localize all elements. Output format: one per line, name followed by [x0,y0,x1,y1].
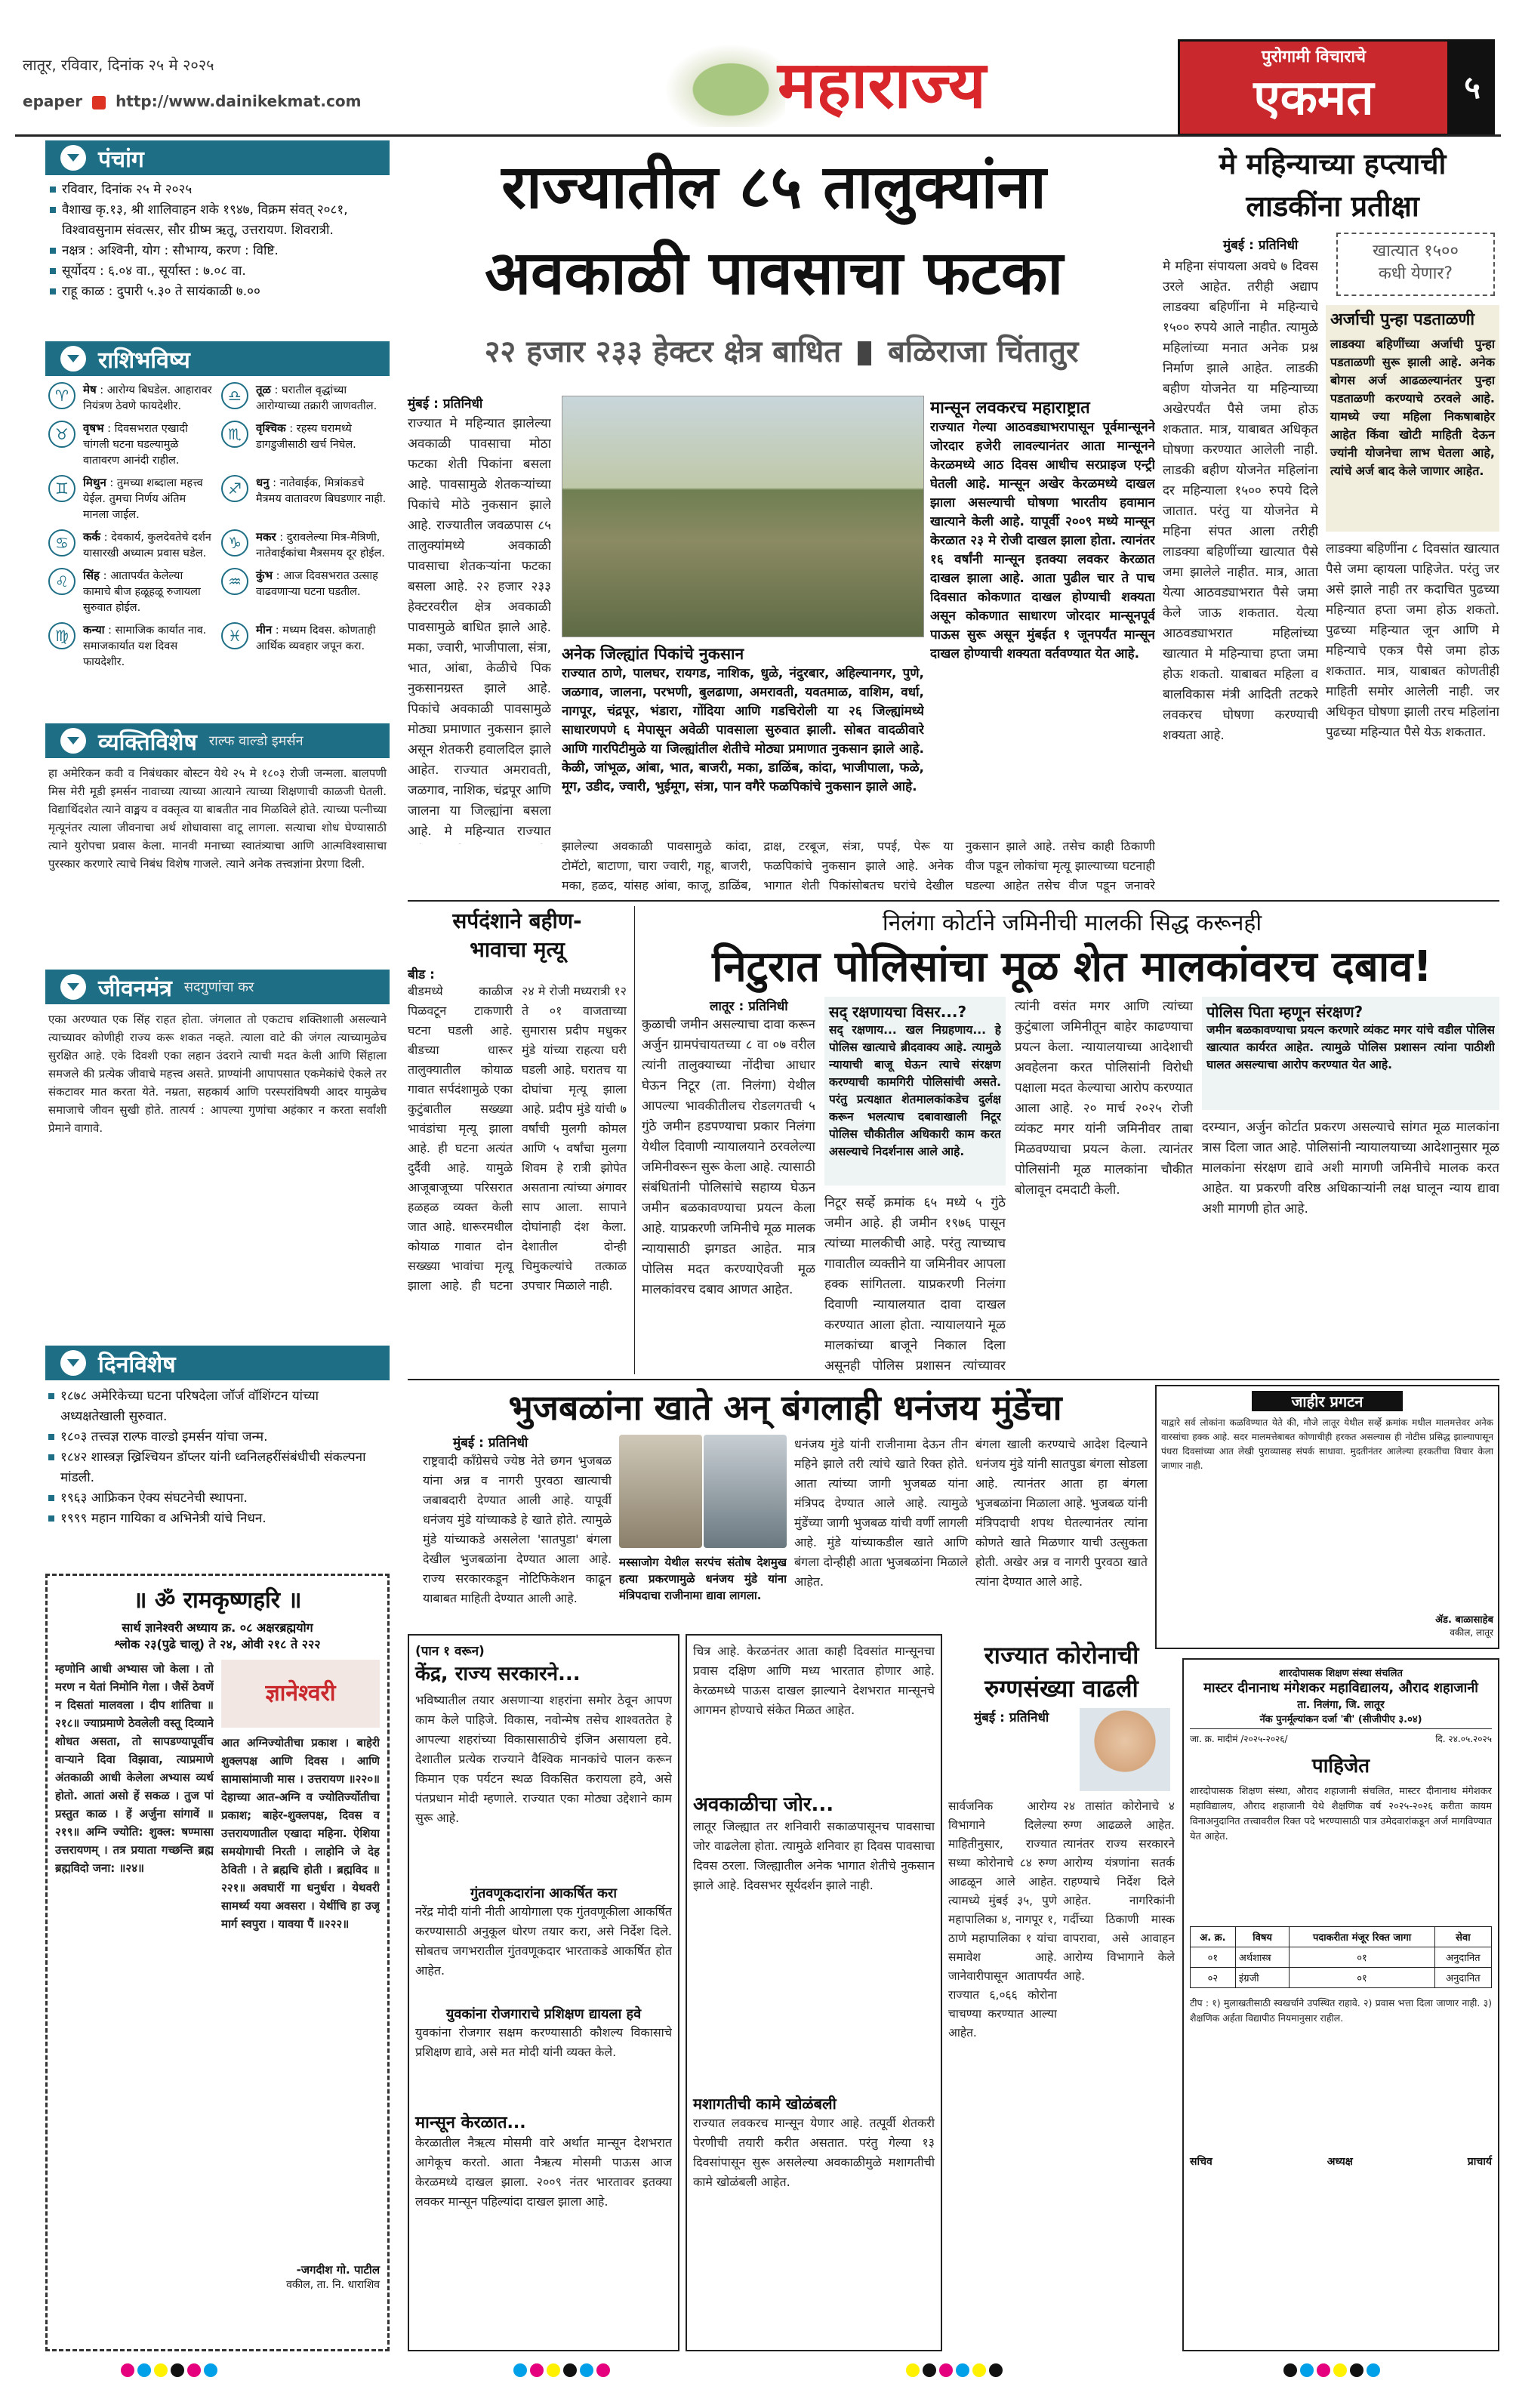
dinvishesh-title: दिनविशेष [98,1351,176,1378]
college-ref: जा. क्र. मादीमं /२०२५-२०२६/ [1190,1734,1288,1744]
rashi-item: ♈ मेष : आरोग्य बिघडेल. आहारावर नियंत्रण ठेवणे फायदेशीर. [48,382,214,415]
lead-caption-title: अनेक जिल्ह्यांत पिकांचे नुकसान [562,645,744,663]
panchang-body [45,175,390,307]
ladki-headline-2: लाडकींना प्रतीक्षा [1246,190,1419,223]
lead-caption: राज्यात ठाणे, पालघर, रायगड, नाशिक, धुळे, नंदुरबार, अहिल्यानगर, पुणे, जळगाव, जालना, परभणी, बुलढाणा, अमरावती, यवतमाळ, वाशिम, वर्धा, नागपूर, चंद्रपूर, भंडारा, गोंदिया आणि गडचिरोली या २६ जिल्ह्यांमध्ये साधारणपणे ६ मेपासून अवेळी पावसाला सुरुवात झाली. सोबत वादळीवारे आणि गारपिटीमुळे या जिल्ह्यांतील शेतीचे मोठ्या प्रमाणात नुकसान झाले आहे. केळी, जांभूळ, आंबा, भात, बाजरी, मका, डाळिंब, कांदा, भाजीपाला, फळे, मूग, उडीद, ज्वारी, भुईमूग, संत्रा, पान वगैरे फळपिकांचे नुकसान झाले आहे. [562,666,924,794]
ladki-box-title: अर्जाची पुन्हा पडताळणी [1330,310,1475,329]
corona-headline-2: रुग्णसंख्या वाढली [984,1674,1139,1703]
spiritual-col1: म्हणोनि आधी अभ्यास जो केला । तो मरण न येतां निमोनि गेला । जैसें ठेवणें न दिसतां मालवला । दीप शांतिचा ॥२१८॥ ज्याप्रमाणे ठेवलेली वस्तू दिव्याने शोधत असता, तो सापडण्यापूर्वीच वाऱ्याने दिवा विझावा, त्याप्रमाणे अंतकाळी आधी केलेला अभ्यास व्यर्थ होतो. आतां असो हें सकळ । तुज पां प्रस्तुत काळ । हें अर्जुना सांगावें ॥२१९॥ अग्नि ज्योति: शुक्ल: षण्मासा उत्तरायणम् । तत्र प्रयाता गच्छन्ति ब्रह्म ब्रह्मविदो जना: ॥२४॥ [55,1662,214,1875]
notice-sign: ॲड. बाळासाहेब [1435,1614,1493,1626]
vyakti-header [45,723,390,758]
panchang-line: राहू काळ : दुपारी ५.३० ते सायंकाळी ७.०० [50,282,385,302]
section-title: महाराज्य [778,48,986,123]
color-registration-marks [1283,2363,1380,2377]
rashi-item: ♋ कर्क : देवकार्य, कुलदेवतेचे दर्शन यासारखी अध्यात्म प्रवास घडेल. [48,529,214,562]
rashi-item: ♒ कुंभ : आज दिवसभरात उत्साह वाढवणाऱ्या घटना घडतील. [221,568,387,616]
rashi-item: ♑ मकर : दुरावलेल्या मित्र-मैत्रिणी, नातेवाईकांचा मैत्रसमय दूर होईल. [221,529,387,562]
protect-box [824,997,1006,1186]
kendra-sub2: युवकांना रोजगाराचे प्रशिक्षण द्यायला हवे [445,2006,642,2022]
masthead [0,0,1516,143]
table-row: ०२ इंग्रजी ०१ अनुदानित [1191,1968,1492,1988]
father-box [1202,997,1499,1110]
rashi-item: ♓ मीन : मध्यम दिवस. कोणताही आर्थिक व्यवहार जपून करा. [221,622,387,671]
college-sign-president: अध्यक्ष [1326,2156,1353,2168]
corona-column-1: सार्वजनिक आरोग्य विभागाने दिलेल्या माहितीनुसार, राज्यात सध्या कोरोनाचे ८४ रुग्ण आढळून आले आहेत. त्यामध्ये मुंबई ३५, पुणे महापालिका ४, नागपूर १, ठाणे महापालिका १ यांचा समावेश आहे. जानेवारीपासून आतापर्यंत राज्यात ६,०६६ कोरोना चाचण्या करण्यात आल्या आहेत. [948,1799,1057,2040]
ladki-badge-2: कधी येणार? [1378,264,1453,283]
lead-headline-1: राज्यातील ८५ तालुक्यांना [501,152,1046,222]
spiritual-col2: आत अग्निज्योतीचा प्रकाश । बाहेरी शुक्लपक्ष आणि दिवस । आणि सामासांमाजी मास । उत्तरायण ॥२२०॥ देहाच्या आत-अग्नि व ज्योतिर्ज्योतीचा प्रकाश; बाहेर-शुक्लपक्ष, दिवस व उत्तरायणातील एखादा महिना. ऐशिया समयोगाची निरती । लाहोनि जे देह ठेविती । ते ब्रह्मचि होती । ब्रह्मविद ॥२२१॥ अवघारीं गा धनुर्धरा । येथवरी सामर्थ्य यया अवसरा । येथींचि हा उजू मार्ग स्वपुरा । यावया पैं ॥२२२॥ [221,1736,380,1931]
panchang-title: पंचांग [98,146,144,173]
college-date: दि. २४.०५.२०२५ [1435,1734,1492,1744]
spiritual-author: -जगदीश गो. पाटील [296,2263,380,2277]
dinvishesh-item: १८०३ तत्त्वज्ञ राल्फ वाल्डो इमर्सन यांचा जन्म. [48,1427,387,1448]
notice-text: याद्वारे सर्व लोकांना कळविण्यात येते की, मौजे लातूर येथील सर्व्हे क्रमांक मधील मालमत्तेवर अनेक वारसांचा हक्क आहे. सदर मालमत्तेबाबत कोणाचीही हरकत असल्यास ही नोटीस प्रसिद्ध झाल्यापासून पंधरा दिवसांच्या आत लेखी पुराव्यासह संपर्क साधावा. मुदतीनंतर आलेल्या हरकतींचा विचार केला जाणार नाही. [1161,1417,1493,1471]
zodiac-icon: ♊ [48,475,75,502]
arrow-icon [60,1350,86,1376]
dnyaneshwari-logo: ज्ञानेश्वरी [221,1660,380,1728]
snake-kicker: सर्पदंशाने बहीण- [452,908,582,933]
arrow-icon [60,145,86,171]
jeevan-title: जीवनमंत्र [98,975,172,1002]
land-kicker: निलंगा कोर्टाने जमिनीची मालकी सिद्ध करूनही [882,910,1262,936]
dinvishesh-item: १९६३ आफ्रिकन ऐक्य संघटनेची स्थापना. [48,1488,387,1509]
brand-logo: एकमत [1253,70,1374,126]
college-ad-note: टीप : १) मुलाखतीसाठी स्वखर्चाने उपस्थित राहावे. २) प्रवास भत्ता दिला जाणार नाही. ३) शैक्षणिक अर्हता विद्यापीठ नियमानुसार राहील. [1190,1997,1492,2024]
land-headline: निटुरात पोलिसांचा मूळ शेत मालकांवरच दबाव! [712,942,1432,991]
college-taluka: ता. निलंगा, जि. लातूर [1297,1699,1385,1711]
dinvishesh-box [45,1346,390,1565]
corona-column-2: २४ तासांत कोरोनाचे ४ रुग्ण आढळले आहेत. त्यानंतर राज्य सरकारने आरोग्य यंत्रणांना सतर्क राहण्याचे निर्देश दिले आहेत. नागरिकांनी गर्दीच्या ठिकाणी मास्क वापरावा, असे आवाहन आरोग्य विभागाने केले आहे. [1063,1799,1175,1983]
panchang-box [45,140,390,337]
lead-caption-box [562,643,924,829]
vyakti-box [45,723,390,964]
kendra-kicker: (पान १ वरून) [415,1644,485,1659]
dinvishesh-item: १९९९ महान गायिका व अभिनेत्री यांचे निधन. [48,1509,387,1529]
panchang-line: वैशाख कृ.१३, श्री शालिवाहन शके १९४७, विक्रम संवत् २०८१, विश्वावसुनाम संवत्सर, सौर ग्रीष्म ऋतू, उत्तरायण. शिवरात्री. [50,200,385,241]
college-ad-text: शारदोपासक शिक्षण संस्था, औराद शहाजानी संचलित, मास्टर दीनानाथ मंगेशकर महाविद्यालय, औराद शहाजानी येथे शैक्षणिक वर्ष २०२५-२०२६ करीता कायम विनाअनुदानित तत्त्वावरील रिक्त पदे भरण्यासाठी पात्र उमेदवारांकडून अर्ज मागविण्यात येत आहेत. [1190,1786,1492,1842]
jeevan-subtitle: सदगुणांचा कर [183,979,254,995]
bhujbal-headline: भुजबळांना खाते अन् बंगलाही धनंजय मुंडेंचा [508,1387,1062,1428]
zodiac-icon: ♒ [221,568,248,595]
arrow-icon [60,728,86,754]
snake-headline: भावाचा मृत्यू [470,937,565,962]
zodiac-icon: ♐ [221,475,248,502]
bhujbal-column-1: राष्ट्रवादी काँग्रेसचे ज्येष्ठ नेते छगन भुजबळ यांना अन्न व नागरी पुरवठा खात्याची जबाबदारी देण्यात आली आहे. यापूर्वी धनंजय मुंडे यांच्याकडे हे खाते होते. त्यामुळे मुंडे यांच्याकडे असलेला 'सातपुडा' बंगला देखील भुजबळांना देण्यात आला आहे. राज्य सरकारकडून नोटिफिकेशन काढून याबाबत माहिती देण्यात आली आहे. [423,1454,612,1605]
protect-text: सद् रक्षणाय... खल निग्रहणाय... हे पोलिस खात्याचे ब्रीदवाक्य आहे. त्यामुळे न्यायाची बाजू घेऊन त्याचे संरक्षण करण्याची कामगिरी पोलिसांची असते. परंतु प्रत्यक्षात शेतमालकांकडेच दुर्लक्ष करून भलत्याच दबावाखाली निटूर पोलिस चौकीतील अधिकारी काम करत असल्याचे निदर्शनास आले आहे. [829,1023,1001,1158]
land-column-5: दरम्यान, अर्जुन कोर्टात प्रकरण असल्याचे सांगत मूळ मालकांना त्रास दिला जात आहे. पोलिसांनी न्यायालयाच्या आदेशानुसार मूळ मालकांना संरक्षण द्यावे अशी मागणी जमिनीचे मालक करत आहेत. या प्रकरणी वरिष्ठ अधिकाऱ्यांनी लक्ष घालून न्याय द्यावा अशी मागणी होत आहे. [1202,1120,1499,1216]
epaper-text: epaper [23,92,83,110]
bhujbal-column-3: धनंजय मुंडे यांनी राजीनामा देऊन तीन महिने झाले तरी त्यांचे खाते रिक्त होते. आता त्यांच्या जागी भुजबळ यांना मंत्रिपद देण्यात आले आहे. त्यामुळे मुंडेंच्या जागी भुजबळ यांची वर्णी लागली आहे. मुंडे यांच्याकडील खाते आणि बंगला दोन्हीही आता भुजबळांना मिळाले आहेत. [794,1437,968,1589]
college-org: शारदोपासक शिक्षण संस्था संचलित [1279,1668,1403,1679]
land-column-4: त्यांनी वसंत मगर आणि त्यांच्या कुटुंबाला जमिनीतून बाहेर काढण्याचा प्रयत्न केला. न्यायालयाच्या आदेशाची अवहेलना करत पोलिसांनी विरोधी पक्षाला मदत केल्याचा आरोप करण्यात आला आहे. २० मार्च २०२५ रोजी व्यंकट मगर यांनी जमिनीवर ताबा मिळवण्याचा प्रयत्न केला. त्यानंतर पोलिसांनी मूळ मालकांना चौकीत बोलावून दमदाटी केली. [1015,999,1193,1198]
jeevan-header [45,970,390,1004]
notice-sign-2: वकील, लातूर [1450,1627,1493,1638]
dinvishesh-header [45,1346,390,1380]
panchang-line: सूर्योदय : ६.०४ वा., सूर्यास्त : ७.०८ वा. [50,261,385,282]
website-link[interactable]: http://www.dainikekmat.com [116,92,362,110]
vyakti-subtitle: राल्फ वाल्डो इमर्सन [208,733,304,749]
rashi-grid [45,376,390,681]
kendra-sub1-text: नरेंद्र मोदी यांनी नीती आयोगाला एक गुंतवणूकीला आकर्षित करण्यासाठी अनुकूल धोरण तयार करा, असे निर्देश दिले. सोबतच जगभरातील गुंतवणूकदार भारताकडे आकर्षित होत आहेत. [415,1904,672,1978]
ladki-badge-1: खात्यात १५०० [1373,242,1459,261]
land-column-1: कुळाची जमीन असल्याचा दावा करून अर्जुन ग्रामपंचायतच्या ८ वा ०७ वरील त्यांनी तालुक्याच्या नोंदीचा आधार घेऊन निटूर (ता. निलंगा) येथील आपल्या भावकीतीलच रोडलगतची ५ गुंठे जमीन हडपण्याचा प्रकार निलंगा येथील दिवाणी न्यायालयाने ठरवलेल्या जमिनीवरून सुरू केला आहे. त्यासाठी संबंधितांनी पोलिसांचे सहाय्य घेऊन जमीन बळकावण्याचा प्रयत्न केला आहे. याप्रकरणी जमिनीचे मूळ मालक न्यायासाठी झगडत आहेत. मात्र पोलिस मदत करण्याऐवजी मूळ मालकांवरच दबाव आणत आहेत. [642,1017,815,1297]
page-number: ५ [1450,39,1495,136]
panchang-line: रविवार, दिनांक २५ मे २०२५ [50,180,385,200]
zodiac-icon: ♈ [48,382,75,409]
lead-bottom-text: झालेल्या अवकाळी पावसामुळे कांदा, टोमॅटो, बाटाणा, चारा ज्वारी, गहू, बाजरी, मका, हळद, यांसह आंबा, काजू, डाळिंब, द्राक्ष, टरबूज, संत्रा, पपई, पेरू या फळपिकांचे नुकसान झाले आहे. अनेक भागात शेती पिकांसोबतच घरांचे देखील नुकसान झाले आहे. तसेच काही ठिकाणी वीज पडून लोकांचा मृत्यू झाल्याच्या घटनाही घडल्या आहेत तसेच वीज पडून जनावरे [562,839,1155,893]
protect-title: सद् रक्षणायचा विसर...? [829,1003,967,1021]
father-text: जमीन बळकावण्याचा प्रयत्न करणारे व्यंकट मगर यांचे वडील पोलिस खात्यात कार्यरत आहेत. त्यामुळे पोलिस प्रशासन त्यांना पाठीशी घालत असल्याचा आरोप करण्यात येत आहे. [1206,1023,1495,1071]
rashi-item: ♉ वृषभ : दिवसभरात एखादी चांगली घटना घडल्यामुळे वातावरण आनंदी राहील. [48,421,214,469]
vyakti-title: व्यक्तिविशेष [98,729,197,756]
kendra-headline: केंद्र, राज्य सरकारने... [415,1663,581,1685]
lead-headline-2: अवकाळी पावसाचा फटका [484,238,1064,308]
rashi-item: ♊ मिथुन : तुमच्या शब्दाला महत्त्व येईल. तुमचा निर्णय अंतिम मानला जाईल. [48,475,214,523]
college-ad [1182,1658,1499,2351]
bhujbal-caption: मस्साजोग येथील सरपंच संतोष देशमुख हत्या प्रकरणामुळे धनंजय मुंडे यांना मंत्रिपदाचा राजीनामा द्यावा लागला. [619,1555,787,1602]
notice-ad [1155,1385,1499,1649]
zodiac-icon: ♏ [221,421,248,448]
monsoon-text: राज्यात गेल्या आठवड्याभरापासून पूर्वमान्सूनने जोरदार हजेरी लावल्यानंतर आता मान्सूनने केरळमध्ये आठ दिवस आधीच सरप्राइज एन्ट्री घेतली आहे. मान्सून अखेर केरळमध्ये दाखल झाला असल्याची घोषणा भारतीय हवामान खात्याने केली आहे. यापूर्वी २००९ मध्ये मान्सून केरळात २३ मे रोजी दाखल झाला होता. त्यानंतर १६ वर्षांनी मान्सून इतक्या लवकर केरळात दाखल झाला आहे. आता पुढील चार ते पाच दिवसात कोकणात दाखल होण्याची शक्यता असून कोकणात साधारण जोरदार मान्सूनपूर्व पाऊस सुरू असून मुंबईत १ जूनपर्यंत मान्सून दाखल होण्याची शक्यता वर्तवण्यात येत आहे. [930,420,1155,661]
lead-deck-1: २२ हजार २३३ हेक्टर क्षेत्र बाधित [484,335,842,369]
rashi-item: ♎ तूळ : घरातील वृद्धांच्या आरोग्याच्या तक्रारी जाणवतील. [221,382,387,415]
college-ad-title: पाहिजेत [1311,1755,1370,1777]
monsoon-box [930,396,1155,728]
dinvishesh-item: १८७८ अमेरिकेच्या घटना परिषदेला जॉर्ज वॉशिंग्टन यांच्या अध्यक्षतेखाली सुरुवात. [48,1386,387,1427]
masthani-title: मशागतीची कामे खोळंबली [693,2095,837,2113]
avakali-text: लातूर जिल्ह्यात तर शनिवारी सकाळपासूनच पावसाचा जोर वाढलेला होता. त्यामुळे शनिवार हा दिवस पावसाचा दिवस ठरला. जिल्ह्यातील अनेक भागात शेतीचे नुकसान झाले आहे. दिवसभर सूर्यदर्शन झाले नाही. [693,1819,935,1892]
lead-deck-2: बळिराजा चिंतातुर [888,335,1079,369]
ladki-box [1326,305,1499,532]
spiritual-title: ॥ ॐ रामकृष्णहरि ॥ [133,1587,302,1614]
corona-byline: मुंबई : प्रतिनिधी [974,1710,1049,1725]
ladki-byline: मुंबई : प्रतिनिधी [1223,238,1299,253]
father-title: पोलिस पिता म्हणून संरक्षण? [1206,1003,1363,1021]
ladki-headline-1: मे महिन्याच्या हप्त्याची [1219,147,1447,180]
college-name: मास्टर दीनानाथ मंगेशकर महाविद्यालय, औराद शहाजानी [1203,1680,1478,1696]
ladki-column-1: मे महिना संपायला अवघे ७ दिवस उरले आहेत. तरीही अद्याप लाडक्या बहिणींना मे महिन्याचे १५०० रुपये आले नाहीत. त्यामुळे महिलांच्या मनात अनेक प्रश्न निर्माण झाले आहेत. लाडकी बहीण योजनेत या महिन्याच्या अखेरपर्यंत पैसे जमा होऊ शकतात. मात्र, याबाबत अधिकृत घोषणा करण्यात आलेली नाही. लाडकी बहीण योजनेत महिलांना दर महिन्याला १५०० रुपये दिले जातात. परंतु या योजनेत मे महिना संपत आला तरीही लाडक्या बहिणींच्या खात्यात पैसे जमा झालेले नाहीत. मात्र, आता येत्या आठवड्याभरात पैसे जमा केले जाऊ शकतात. येत्या आठवड्याभरात महिलांच्या खात्यात मे महिन्याचा हप्ता जमा होऊ शकतो. याबाबत महिला व बालविकास मंत्री आदिती तटकरे लवकरच घोषणा करण्याची शक्यता आहे. [1163,259,1318,743]
lead-column-1: राज्यात मे महिन्यात झालेल्या अवकाळी पावसाचा मोठा फटका शेती पिकांना बसला आहे. पावसामुळे शेतकऱ्यांच्या पिकांचे मोठे नुकसान झाले आहे. राज्यातील जवळपास ८५ तालुक्यांमध्ये अवकाळी पावसाचा शेतकऱ्यांना फटका बसला आहे. २२ हजार २३३ हेक्टरवरील क्षेत्र अवकाळी पावसामुळे बाधित झाले आहे. मका, ज्वारी, भाजीपाला, संत्रा, भात, आंबा, केळीचे पिक नुकसानग्रस्त झाले आहे. पिकांचे अवकाळी पावसामुळे मोठ्या प्रमाणात नुकसान झाले असून शेतकरी हवालदिल झाले आहेत. राज्यात अमरावती, जळगाव, नाशिक, चंद्रपूर आणि जालना या जिल्ह्यांना बसला आहे. मे महिन्यात राज्यात [408,416,551,839]
zodiac-icon: ♉ [48,421,75,448]
panchang-header [45,140,390,175]
brand-box [1178,39,1450,136]
zodiac-icon: ♌ [48,568,75,595]
ladki-box-text: लाडक्या बहिणींच्या अर्जाची पुन्हा पडताळणी सुरू झाली आहे. अनेक बोगस अर्ज आढळल्यानंतर पुन्हा पडताळणी करण्याचे ठरवले आहे. यामध्ये ज्या महिला निकषाबाहेर आहेत किंवा खोटी माहिती देऊन ज्यांनी योजनेचा लाभ घेतला आहे, त्यांचे अर्ज बाद केले जाणार आहेत. [1330,337,1495,478]
color-registration-marks [513,2363,610,2377]
spiritual-author-title: वकील, ता. नि. धाराशिव [286,2279,380,2291]
bhujbal-photo [619,1435,702,1548]
jeevan-text: एका अरण्यात एक सिंह राहत होता. जंगलात तो एकटाच शक्तिशाली असल्याने त्याच्यावर कोणीही राज्य करू शकत नव्हते. त्याला वाटे की जंगल त्याच्यामुळेच सुरक्षित आहे. एके दिवशी एका लहान उंदराने त्याची मदत केली आणि सिंहाला समजले की प्रत्येक जीवाचे महत्त्व असते. प्राण्यांनी आपापसात एकमेकांचे ऐकले तर संकटावर मात करता येते. नम्रता, सहकार्य आणि परस्परांविषयी आदर यामुळेच समाजाचे जीवन सुखी होते. तात्पर्य : आपल्या गुणांचा अहंकार न करता सर्वांशी प्रेमाने वागावे. [48,1013,387,1135]
snake-text: बीडमध्ये काळीज पिळवटून टाकणारी घटना घडली आहे. बीडच्या धारूर तालुक्यातील कोयाळ गावात सर्पदंशामुळे एका कुटुंबातील सख्ख्या भावंडांचा मृत्यू झाला आहे. ही घटना अत्यंत दुर्दैवी आहे. यामुळे आजूबाजूच्या परिसरात हळहळ व्यक्त केली जात आहे. धारूरमधील कोयाळ गावात दोन सख्ख्या भावांचा मृत्यू झाला आहे. ही घटना २४ मे रोजी मध्यरात्री १२ ते ०१ वाजताच्या सुमारास प्रदीप मधुकर मुंडे यांच्या राहत्या घरी घडली आहे. घरातच या दोघांचा मृत्यू झाला आहे. प्रदीप मुंडे यांची ७ वर्षांची मुलगी कोमल आणि ५ वर्षांचा मुलगा शिवम हे रात्री झोपेत असताना त्यांच्या अंगावर साप आला. सापाने दोघांनाही दंश केला. देशातील दोन्ही चिमुकल्यांचे तत्काळ उपचार मिळाले नाही. [408,984,627,1293]
ladki-column-2: लाडक्या बहिणींना ८ दिवसांत खात्यात पैसे जमा व्हायला पाहिजेत. परंतु जर असे झाले नाही तर कदाचित पुढच्या महिन्यात हप्ता जमा होऊ शकतो. पुढच्या महिन्यात जून आणि मे महिन्याचे एकत्र पैसे जमा होऊ शकतात. मात्र, याबाबत कोणतीही माहिती समोर आलेली नाही. जर अधिकृत घोषणा झाली तरच महिलांना पुढच्या महिन्यात पैसे येऊ शकतात. [1326,541,1499,740]
kendra-column-2: चित्र आहे. केरळनंतर आता काही दिवसांत मान्सूनचा प्रवास दक्षिण आणि मध्य भारतात होणार आहे. केरळमध्ये पाऊस दाखल झाल्याने देशभरात मान्सूनचे आगमन होण्याचे संकेत मिळत आहेत. [693,1644,935,1717]
lead-deck [408,329,1155,371]
monsoon-title: मान्सून लवकरच महाराष्ट्रात [930,399,1090,418]
spiritual-verse: श्लोक २३(पुढे चालू) ते २४, ओवी २१८ ते २२२ [114,1637,321,1651]
land-byline: लातूर : प्रतिनिधी [710,999,788,1014]
rashi-box [45,341,390,719]
rashi-title: राशिभविष्य [98,347,190,374]
college-naac: नॅक पुनर्मूल्यांकन दर्जा 'बी' (सीजीपीए ३.०४) [1259,1714,1422,1725]
dateline: लातूर, रविवार, दिनांक २५ मे २०२५ [23,56,214,74]
vyakti-text: हा अमेरिकन कवी व निबंधकार बोस्टन येथे २५ मे १८०३ रोजी जन्मला. बालपणी मिस मेरी मूडी इमर्सन नावाच्या त्याच्या आत्याने त्याच्या शिक्षणाची काळजी घेतली. विद्यार्थिदशेत त्याने वाङ्मय व वक्तृत्व या बाबतीत नाव मिळविले होते. त्याच्या पत्नीच्या मृत्यूनंतर त्याला जीवनाचा अर्थ शोधावासा वाटू लागला. सत्याचा शोध घेण्यासाठी त्याने युरोपचा प्रवास केला. मानवी मनाच्या स्वातंत्र्याचा आणि आत्मविश्वासाचा पुरस्कार करणारे त्याचे निबंध विशेष गाजले. त्याने अनेक तत्त्वज्ञांना प्रेरणा दिली. [48,766,387,871]
spiritual-chapter: सार्थ ज्ञानेश्वरी अध्याय क्र. ०८ अक्षरब्रह्मयोग [122,1620,313,1635]
brand-tagline: पुरोगामी विचाराचे [1261,48,1367,66]
kendra-col2-box [686,1634,942,2351]
bhujbal-column-4: बंगला खाली करण्याचे आदेश दिल्याने धनंजय मुंडे यांनी सातपुडा बंगला सोडला आहे. त्यानंतर आता हा बंगला भुजबळांना मिळाला आहे. भुजबळ यांनी मंत्रिपदाची शपथ घेतल्यानंतर त्यांना कोणते खाते मिळणार याची उत्सुकता होती. अखेर अन्न व नागरी पुरवठा खाते त्यांना देण्यात आले आहे. [975,1437,1148,1589]
web-icon [92,96,106,109]
vacancy-table [1190,1926,1492,1988]
zodiac-icon: ♋ [48,529,75,557]
munde-photo [704,1435,787,1548]
kendra-sub3-text: केरळातील नैऋत्य मोसमी वारे अर्थात मान्सून देशभरात आगेकूच करतो. आता नैऋत्य मोसमी पाऊस आज केरळमध्ये दाखल झाला. २००९ नंतर भारतावर इतक्या लवकर मान्सून पहिल्यांदा दाखल झाला आहे. [415,2135,672,2209]
color-registration-marks [121,2363,217,2377]
notice-title: जाहीर प्रगटन [1252,1391,1403,1411]
table-row: ०१ अर्थशास्त्र ०१ अनुदानित [1191,1947,1492,1968]
zodiac-icon: ♍ [48,622,75,649]
corona-headline-1: राज्यात कोरोनाची [984,1641,1139,1670]
kendra-sub2-text: युवकांना रोजगार सक्षम करण्यासाठी कौशल्य विकासाचे प्रशिक्षण द्यावे, असे मत मोदी यांनी व्यक्त केले. [415,2025,672,2059]
deck-separator [858,341,871,365]
college-sign-principal: प्राचार्य [1467,2156,1492,2168]
zodiac-icon: ♑ [221,529,248,557]
panchang-line: नक्षत्र : अश्विनी, योग : सौभाग्य, करण : विष्टि. [50,241,385,261]
epaper-label [23,92,361,110]
arrow-icon [60,346,86,372]
rashi-item: ♏ वृश्चिक : रहस्य घरामध्ये डागडुजीसाठी खर्च निघेल. [221,421,387,469]
zodiac-icon: ♓ [221,622,248,649]
kendra-text: भविष्यातील तयार असणाऱ्या शहरांना समोर ठेवून आपण काम केले पाहिजे. विकास, नवोन्मेष तसेच शाश्वततेत हे आपल्या शहरांच्या विकासासाठीचे इंजिन असायला हवे. देशातील प्रत्येक राज्याने वैश्विक मानकांचे पालन करून किमान एक पर्यटन स्थळ विकसित करायला हवे, असे पंतप्रधान मोदी म्हणाले. राज्यात एका मोठ्या उद्देशाने काम सुरू आहे. [415,1693,672,1825]
zodiac-icon: ♎ [221,382,248,409]
dinvishesh-item: १८४२ शास्त्रज्ञ ख्रिश्चियन डॉप्लर यांनी ध्वनिलहरींसंबंधीची संकल्पना मांडली. [48,1448,387,1488]
crop-damage-photo [562,396,924,637]
avakali-title: अवकाळीचा जोर... [693,1793,834,1816]
bhujbal-byline: मुंबई : प्रतिनिधी [453,1435,528,1451]
kendra-box [408,1634,679,2351]
arrow-icon [60,974,86,1000]
maharashtra-map-icon [664,44,785,127]
spiritual-box [45,1574,390,2351]
dinvishesh-list [45,1380,390,1535]
lead-byline: मुंबई : प्रतिनिधी [408,396,483,412]
table-row: अ. क्र. विषय पदाकरीता मंजूर रिक्त जागा सेवा [1191,1927,1492,1947]
rashi-item: ♍ कन्या : सामाजिक कार्यात नाव. समाजकार्यात यश दिवस फायदेशीर. [48,622,214,671]
kendra-sub3: मान्सून केरळात... [415,2114,526,2132]
rashi-header [45,341,390,376]
land-column-3: निटूर सर्व्हे क्रमांक ६५ मध्ये ५ गुंठे जमीन आहे. ही जमीन १९७६ पासून त्यांच्या मालकीची आहे. परंतु त्याच्याच गावातील व्यक्तीने या जमिनीवर आपला हक्क सांगितला. याप्रकरणी निलंगा दिवाणी न्यायालयात दावा दाखल करण्यात आला होता. न्यायालयाने मूळ मालकांच्या बाजूने निकाल दिला असूनही पोलिस प्रशासन त्यांच्यावर [824,1195,1006,1374]
kendra-sub1: गुंतवणूकदारांना आकर्षित करा [470,1885,618,1901]
mask-photo [1080,1708,1170,1791]
rashi-item: ♌ सिंह : आतापर्यंत केलेल्या कामाचे बीज हळूहळू रुजायला सुरुवात होईल. [48,568,214,616]
college-sign-secretary: सचिव [1190,2156,1212,2168]
jeevan-box [45,970,390,1340]
color-registration-marks [906,2363,1003,2377]
ladki-badge [1336,233,1495,296]
rashi-item: ♐ धनु : नातेवाईक, मित्रांकडचे मैत्रमय वातावरण बिघडणार नाही. [221,475,387,523]
snake-byline: बीड : [408,967,435,982]
masthani-text: राज्यात लवकरच मान्सून येणार आहे. तत्पूर्वी शेतकरी पेरणीची तयारी करीत असतात. परंतु गेल्या १३ दिवसांपासून सुरू असलेल्या अवकाळीमुळे मशागतीची कामे खोळंबली आहेत. [693,2116,935,2189]
